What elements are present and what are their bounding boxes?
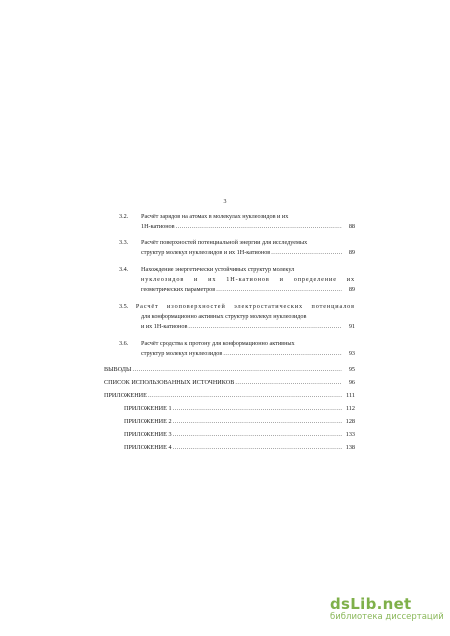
- toc-number: 3.4.: [119, 266, 129, 273]
- toc-title-line: Нахождение энергетически устойчивых структур молекул: [141, 266, 295, 273]
- toc-entry-appendix-3[interactable]: [124, 430, 355, 440]
- toc-title-line: ПРИЛОЖЕНИЕ: [104, 392, 147, 399]
- toc-title-line: ПРИЛОЖЕНИЕ 3: [124, 431, 172, 438]
- toc-entry-3-3[interactable]: [119, 238, 355, 258]
- toc-page: 138: [345, 444, 355, 451]
- toc-title-line: ПРИЛОЖЕНИЕ 2: [124, 418, 172, 425]
- toc-title-line: нуклеозидов и их 1H-катионов и определение их: [141, 276, 355, 283]
- watermark-logo: [330, 596, 445, 612]
- toc-number: 3.5.: [119, 303, 129, 310]
- toc-entry-appendix-2[interactable]: [124, 417, 355, 427]
- toc-title-line: Расчёт поверхностей потенциальной энергии для исследуемых: [141, 239, 308, 246]
- toc-page: 128: [345, 418, 355, 425]
- dot-leader: [173, 430, 342, 440]
- toc-title-line: ПРИЛОЖЕНИЕ 4: [124, 444, 172, 451]
- dot-leader: [148, 391, 342, 401]
- watermark-subtitle: библиотека диссертаций: [330, 612, 444, 622]
- toc-entry-3-6[interactable]: [119, 339, 355, 359]
- toc-title-line: СПИСОК ИСПОЛЬЗОВАННЫХ ИСТОЧНИКОВ: [104, 379, 235, 386]
- toc-title-line: ПРИЛОЖЕНИЕ 1: [124, 405, 172, 412]
- toc-page: 133: [345, 431, 355, 438]
- dot-leader: [235, 378, 342, 388]
- toc-entry-3-4[interactable]: [119, 265, 355, 295]
- dot-leader: [173, 404, 342, 414]
- toc-entry-3-5[interactable]: [119, 302, 355, 332]
- toc-page: 96: [348, 379, 355, 386]
- toc-entry-sources[interactable]: [104, 378, 355, 388]
- dot-leader: [216, 285, 342, 295]
- toc-title-line: и их 1H-катионов: [141, 323, 188, 330]
- dot-leader: [223, 349, 342, 359]
- toc-entry-3-2[interactable]: [119, 212, 355, 232]
- toc-entry-appendix[interactable]: [104, 391, 355, 401]
- watermark-logo-main: dsLib: [330, 595, 377, 613]
- toc-page: 112: [345, 405, 355, 412]
- toc-page: 111: [346, 392, 355, 399]
- page-number: 3: [223, 199, 227, 205]
- dot-leader: [176, 222, 342, 232]
- toc-entry-appendix-1[interactable]: [124, 404, 355, 414]
- dot-leader: [132, 365, 342, 375]
- toc-title-line: 1H-катионов: [141, 223, 175, 230]
- toc-page: 91: [348, 323, 355, 330]
- toc-entry-appendix-4[interactable]: [124, 443, 355, 453]
- toc-number: 3.2.: [119, 213, 129, 220]
- toc-title-line: ВЫВОДЫ: [104, 366, 132, 373]
- toc-page: 89: [348, 249, 355, 256]
- dot-leader: [188, 322, 342, 332]
- toc-page: 95: [348, 366, 355, 373]
- toc-title-line: структур молекул нуклеозидов: [141, 350, 223, 357]
- toc-page: 89: [348, 286, 355, 293]
- toc-title-line: геометрических параметров: [141, 286, 216, 293]
- watermark-logo-suffix: .net: [376, 595, 412, 613]
- dot-leader: [173, 443, 342, 453]
- watermark: [330, 596, 445, 623]
- toc-entry-conclusions[interactable]: [104, 365, 355, 375]
- toc-number: 3.3.: [119, 239, 129, 246]
- toc-number: 3.6.: [119, 340, 129, 347]
- toc-page: 93: [348, 350, 355, 357]
- toc-title-line: Расчёт изоповерхностей электростатических потенциалов: [135, 303, 355, 310]
- toc-title-line: Расчёт зарядов на атомах в молекулах нуклеозидов и их: [141, 213, 289, 220]
- dot-leader: [173, 417, 342, 427]
- toc-title-line: структур молекул нуклеозидов и их 1H-катионов: [141, 249, 271, 256]
- dot-leader: [271, 248, 342, 258]
- toc-title-line: для конформационно активных структур молекул нуклеозидов: [141, 313, 307, 320]
- toc-page: 88: [348, 223, 355, 230]
- toc-title-line: Расчёт сродства к протону для конформационно активных: [141, 340, 295, 347]
